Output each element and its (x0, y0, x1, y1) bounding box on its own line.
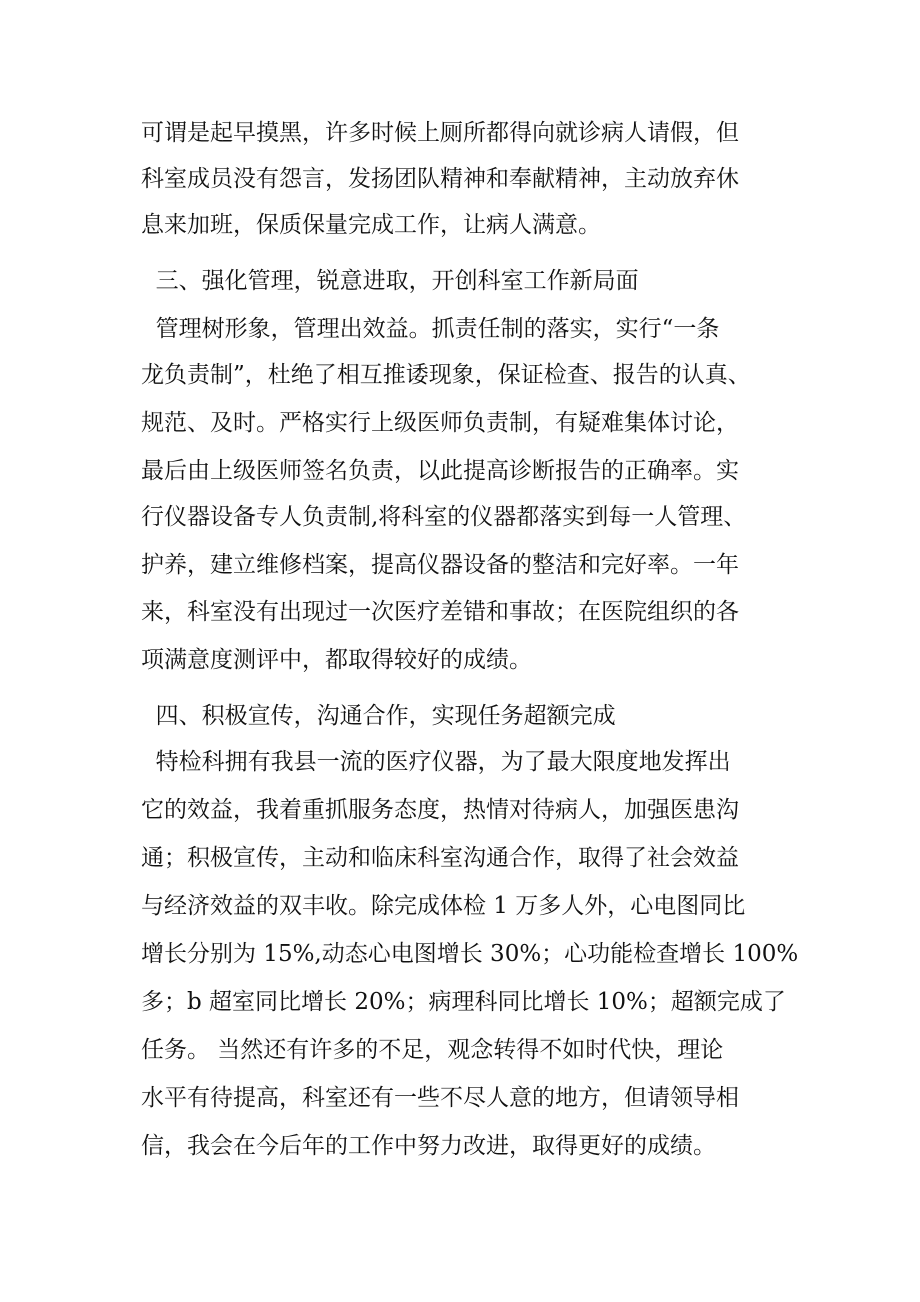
text-line: 水平有待提高，科室还有一些不尽人意的地方，但请领导相 (141, 1085, 739, 1111)
text-line: 可谓是起早摸黑，许多时候上厕所都得向就诊病人请假，但 (141, 120, 739, 146)
text-line: 信，我会在今后年的工作中努力改进，取得更好的成绩。 (141, 1133, 716, 1159)
text-line: 护养，建立维修档案，提高仪器设备的整洁和完好率。一年 (141, 552, 739, 578)
text-line: 与经济效益的双丰收。除完成体检 1 万多人外，心电图同比 (141, 893, 746, 919)
text-line: 任务。 当然还有许多的不足，观念转得不如时代快，理论 (141, 1037, 724, 1063)
text-line: 多；b 超室同比增长 20%；病理科同比增长 10%；超额完成了 (141, 989, 786, 1015)
text-line: 规范、及时。严格实行上级医师负责制，有疑难集体讨论， (141, 410, 739, 436)
text-line: 行仪器设备专人负责制,将科室的仪器都落实到每一人管理、 (141, 504, 747, 530)
text-line: 通；积极宣传，主动和临床科室沟通合作，取得了社会效益 (141, 845, 739, 871)
text-line: 特检科拥有我县一流的医疗仪器，为了最大限度地发挥出 (141, 749, 731, 775)
text-line: 息来加班，保质保量完成工作，让病人满意。 (141, 212, 601, 238)
section-heading: 三、强化管理，锐意进取，开创科室工作新局面 (141, 268, 639, 294)
text-line: 来，科室没有出现过一次医疗差错和事故；在医院组织的各 (141, 599, 739, 625)
text-line: 它的效益，我着重抓服务态度，热情对待病人，加强医患沟 (141, 797, 739, 823)
text-line: 最后由上级医师签名负责，以此提高诊断报告的正确率。实 (141, 458, 739, 484)
section-heading: 四、积极宣传，沟通合作，实现任务超额完成 (141, 703, 616, 729)
text-line: 科室成员没有怨言，发扬团队精神和奉献精神，主动放弃休 (141, 166, 739, 192)
text-line: 项满意度测评中，都取得较好的成绩。 (141, 647, 532, 673)
text-line: 管理树形象，管理出效益。抓责任制的落实，实行“一条 (141, 316, 720, 342)
text-line: 龙负责制”，杜绝了相互推诿现象，保证检查、报告的认真、 (141, 362, 751, 388)
text-line: 增长分别为 15%,动态心电图增长 30%；心功能检查增长 100% (141, 941, 799, 967)
